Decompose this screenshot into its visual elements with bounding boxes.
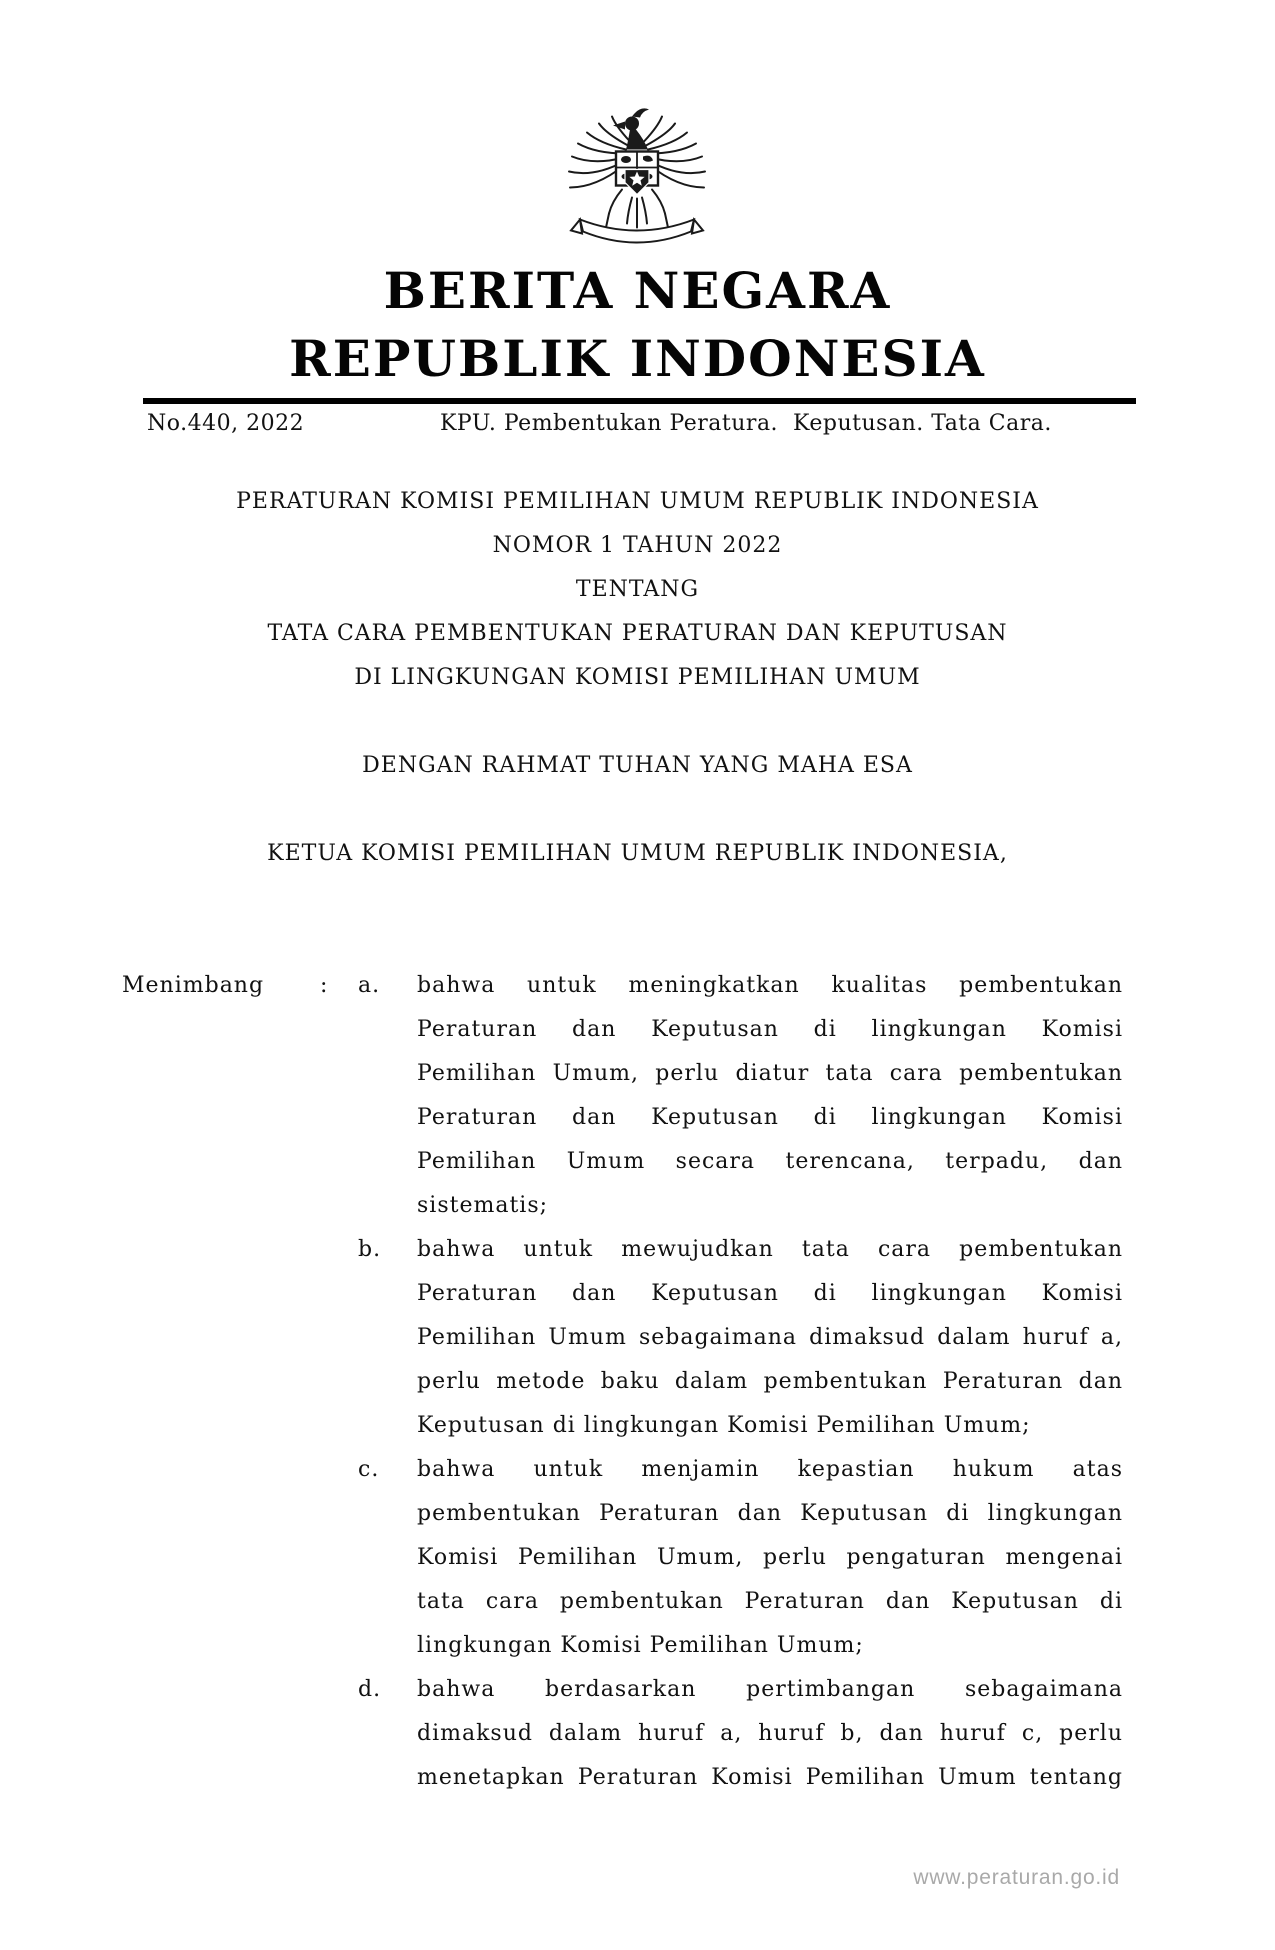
considering-label bbox=[122, 1228, 320, 1272]
considering-separator: : bbox=[320, 973, 329, 998]
document-title-line-5: DI LINGKUNGAN KOMISI PEMILIHAN UMUM bbox=[354, 665, 921, 690]
considering-separator bbox=[320, 1448, 358, 1492]
considering-line: sistematis; bbox=[417, 1193, 549, 1218]
footer-watermark-url: www.peraturan.go.id bbox=[913, 1866, 1120, 1889]
considering-line: perlu metode baku dalam pembentukan Peraturan dan bbox=[417, 1369, 1123, 1394]
considering-item-marker: c. bbox=[358, 1457, 380, 1482]
document-title-line-2: NOMOR 1 TAHUN 2022 bbox=[492, 533, 783, 558]
considering-separator bbox=[320, 1668, 358, 1712]
invocation-line: DENGAN RAHMAT TUHAN YANG MAHA ESA bbox=[362, 753, 913, 778]
document-title-line-1: PERATURAN KOMISI PEMILIHAN UMUM REPUBLIK INDONESIA bbox=[236, 489, 1039, 514]
document-title-line-3: TENTANG bbox=[575, 577, 700, 602]
pancasila-shield bbox=[616, 152, 658, 195]
considering-line: lingkungan Komisi Pemilihan Umum; bbox=[417, 1633, 864, 1658]
considering-line: pembentukan Peraturan dan Keputusan di lingkungan bbox=[417, 1501, 1123, 1526]
considering-line: Komisi Pemilihan Umum, perlu pengaturan mengenai bbox=[417, 1545, 1123, 1570]
considering-line: Peraturan dan Keputusan di lingkungan Komisi bbox=[417, 1017, 1123, 1042]
considering-line: Pemilihan Umum, perlu diatur tata cara pembentukan bbox=[417, 1061, 1123, 1086]
considering-line: Keputusan di lingkungan Komisi Pemilihan Umum; bbox=[417, 1413, 1031, 1438]
considering-item-text bbox=[417, 1668, 1123, 1800]
considering-separator bbox=[320, 1228, 358, 1272]
considering-line: bahwa berdasarkan pertimbangan sebagaimana bbox=[417, 1677, 1123, 1702]
considering-block bbox=[122, 964, 1123, 1800]
considering-line: Pemilihan Umum sebagaimana dimaksud dalam huruf a, bbox=[417, 1325, 1123, 1350]
masthead-title-line1: BERITA NEGARA bbox=[383, 261, 892, 320]
considering-item-marker: a. bbox=[358, 973, 381, 998]
considering-item-marker: b. bbox=[358, 1237, 382, 1262]
considering-line: Peraturan dan Keputusan di lingkungan Komisi bbox=[417, 1281, 1123, 1306]
masthead-rule bbox=[143, 398, 1136, 404]
considering-line: menetapkan Peraturan Komisi Pemilihan Umum tentang bbox=[417, 1765, 1123, 1790]
considering-line: Pemilihan Umum secara terencana, terpadu, dan bbox=[417, 1149, 1123, 1174]
official-line: KETUA KOMISI PEMILIHAN UMUM REPUBLIK INDONESIA, bbox=[267, 841, 1008, 866]
document-heading bbox=[0, 480, 1275, 700]
considering-label bbox=[122, 1448, 320, 1492]
considering-line: tata cara pembentukan Peraturan dan Keputusan di bbox=[417, 1589, 1123, 1614]
considering-label bbox=[122, 1668, 320, 1712]
subject-keywords: KPU. Pembentukan Peratura. Keputusan. Tata Cara. bbox=[440, 411, 1052, 436]
issue-number: No.440, 2022 bbox=[147, 411, 305, 436]
considering-line: Peraturan dan Keputusan di lingkungan Komisi bbox=[417, 1105, 1123, 1130]
considering-item-marker: d. bbox=[358, 1677, 382, 1702]
considering-line: bahwa untuk meningkatkan kualitas pembentukan bbox=[417, 973, 1123, 998]
considering-line: bahwa untuk mewujudkan tata cara pembentukan bbox=[417, 1237, 1123, 1262]
masthead-title-line2: REPUBLIK INDONESIA bbox=[289, 329, 986, 388]
considering-line: bahwa untuk menjamin kepastian hukum atas bbox=[417, 1457, 1123, 1482]
considering-item-text bbox=[417, 1228, 1123, 1448]
garuda-pancasila-emblem bbox=[566, 100, 709, 258]
considering-item-text bbox=[417, 1448, 1123, 1668]
document-title-line-4: TATA CARA PEMBENTUKAN PERATURAN DAN KEPUTUSAN bbox=[267, 621, 1008, 646]
considering-line: dimaksud dalam huruf a, huruf b, dan huruf c, perlu bbox=[417, 1721, 1123, 1746]
considering-label: Menimbang bbox=[122, 973, 265, 998]
considering-item-text bbox=[417, 964, 1123, 1228]
